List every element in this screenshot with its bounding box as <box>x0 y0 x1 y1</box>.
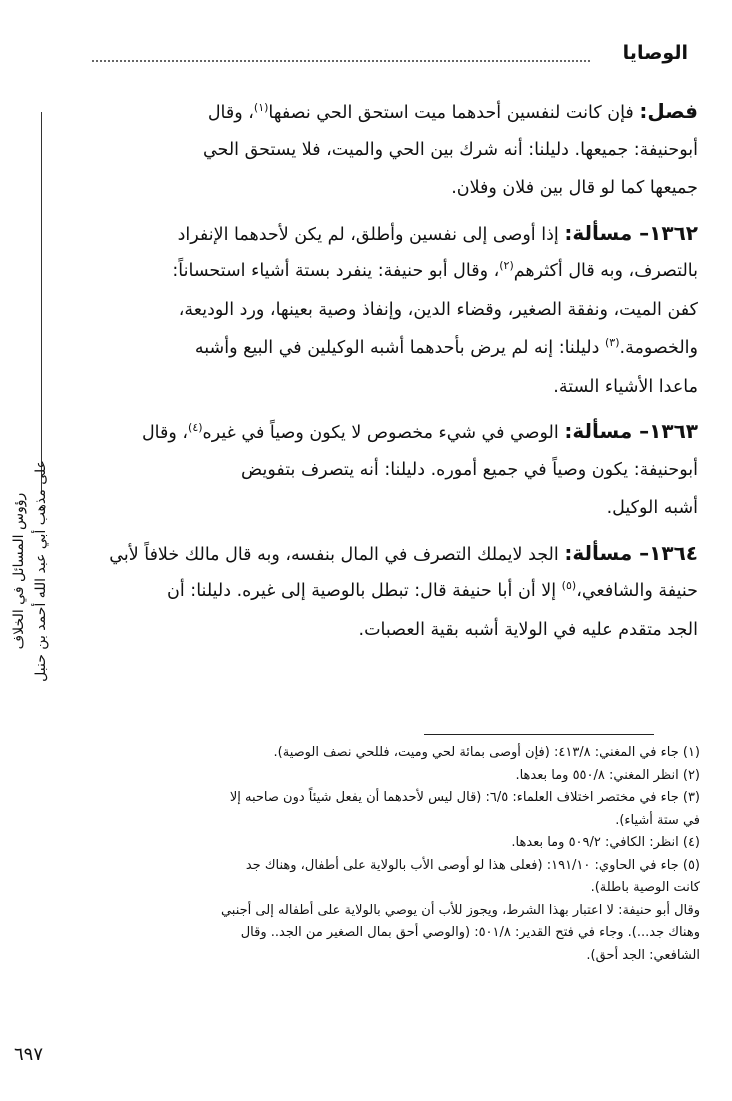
text-line <box>78 572 698 611</box>
main-text <box>78 92 698 655</box>
footnote-line: في ستة أشياء). <box>615 812 700 828</box>
side-note <box>8 435 72 707</box>
section-label: – مسألة: <box>564 419 650 443</box>
text-line <box>78 252 698 291</box>
text-line: أبوحنيفة: يكون وصياً في جميع أموره. دليلنا: أنه يتصرف بتفويض <box>241 459 698 480</box>
line-tail: ، وقال أبو حنيفة: ينفرد بستة أشياء استحساناً: <box>172 261 500 281</box>
text-line: ماعدا الأشياء الستة. <box>553 376 698 397</box>
text-line <box>78 214 698 253</box>
footnote-separator <box>424 734 654 735</box>
footnote-line: الشافعي: الجد أحق). <box>586 947 700 963</box>
line-text: حنيفة والشافعي، <box>576 581 698 601</box>
line-tail: ، وقال <box>207 103 254 123</box>
section-label: فصل: <box>639 99 698 123</box>
section-label: – مسألة: <box>564 220 650 245</box>
line-tail: ، وقال <box>141 423 189 443</box>
text-line <box>78 534 698 573</box>
footnote-ref[interactable]: (٣) <box>605 336 620 350</box>
line-tail: إلا أن أبا حنيفة قال: تبطل بالوصية إلى غيره. دليلنا: أن <box>167 581 557 601</box>
footnotes <box>70 742 700 967</box>
section-1362 <box>78 214 698 407</box>
text-line <box>78 412 698 451</box>
footnote-ref[interactable]: (٥) <box>561 579 577 593</box>
line-text: إذا أوصى إلى نفسين وأطلق، لم يكن لأحدهما الإنفراد <box>177 224 559 245</box>
footnote-line: (٥) جاء في الحاوي: ١٩١/١٠: (فعلى هذا لو أوصى الأب بالولاية على أطفال، وهناك جد <box>245 857 700 873</box>
running-header <box>92 40 688 74</box>
section-number: ١٣٦٣ <box>649 419 698 443</box>
line-text: بالتصرف، وبه قال أكثرهم <box>513 261 698 281</box>
text-line: كفن الميت، ونفقة الصغير، وقضاء الدين، وإنفاذ وصية بعينها، ورد الوديعة، <box>178 299 698 320</box>
footnote-line: وهناك جد...). وجاء في فتح القدير: ٥٠١/٨: (والوصي أحق بمال الصغير من الجد.. وقال <box>240 925 700 940</box>
footnote-line: (٣) جاء في مختصر اختلاف العلماء: ٦/٥: (قال ليس لأحدهما أن يفعل شيئاً دون صاحبه إلا <box>229 790 700 805</box>
footnote-line: (٢) انظر المغني: ٥٥٠/٨ وما بعدها. <box>515 767 700 783</box>
section-label: – مسألة: <box>564 540 650 565</box>
footnote-line: وقال أبو حنيفة: لا اعتبار بهذا الشرط، ويجوز للأب أن يوصي بالولاية على أطفاله إلى أجنبي <box>220 902 700 918</box>
section-1363 <box>78 412 698 528</box>
text-line <box>78 92 698 131</box>
line-text: والخصومة. <box>619 338 698 358</box>
line-text: فإن كانت لنفسين أحدهما ميت استحق الحي نصفها <box>268 103 634 123</box>
book-subtitle: على مذهب أبي عبد الله أحمد بن حنبل <box>33 460 49 682</box>
footnote-line: (١) جاء في المغني: ٤١٣/٨: (فإن أوصى بمائة لحي وميت، فللحي نصف الوصية). <box>273 745 700 760</box>
line-tail: دليلنا: إنه لم يرض بأحدهما أشبه الوكيلين في البيع وأشبه <box>194 338 600 358</box>
chapter-title: الوصايا <box>622 42 688 64</box>
text-line: أشبه الوكيل. <box>606 498 698 518</box>
footnote-line: (٤) انظر: الكافي: ٥٠٩/٢ وما بعدها. <box>511 835 700 850</box>
footnote-ref[interactable]: (١) <box>253 101 269 115</box>
footnote-line: كانت الوصية باطلة). <box>590 880 700 895</box>
book-title: رؤوس المسائل في الخلاف <box>11 492 27 650</box>
section-number: ١٣٦٢ <box>649 220 698 245</box>
header-dotted-rule <box>92 60 590 62</box>
footnote-ref[interactable]: (٢) <box>499 259 514 273</box>
text-line: أبوحنيفة: جميعها. دليلنا: أنه شرك بين الحي والميت، فلا يستحق الحي <box>202 139 698 160</box>
text-line <box>78 329 698 368</box>
line-text: الجد لايملك التصرف في المال بنفسه، وبه قال مالك خلافاً لأبي <box>109 544 559 565</box>
section-number: ١٣٦٤ <box>649 540 698 565</box>
line-text: الوصي في شيء مخصوص لا يكون وصياً في غيره <box>202 423 559 443</box>
text-line: الجد متقدم عليه في الولاية أشبه بقية العصبات. <box>358 619 698 640</box>
section-fasl <box>78 92 698 208</box>
section-1364 <box>78 534 698 650</box>
footnote-ref[interactable]: (٤) <box>188 421 203 435</box>
page-number: ٦٩٧ <box>14 1044 44 1065</box>
text-line: جميعها كما لو قال بين فلان وفلان. <box>451 178 698 198</box>
